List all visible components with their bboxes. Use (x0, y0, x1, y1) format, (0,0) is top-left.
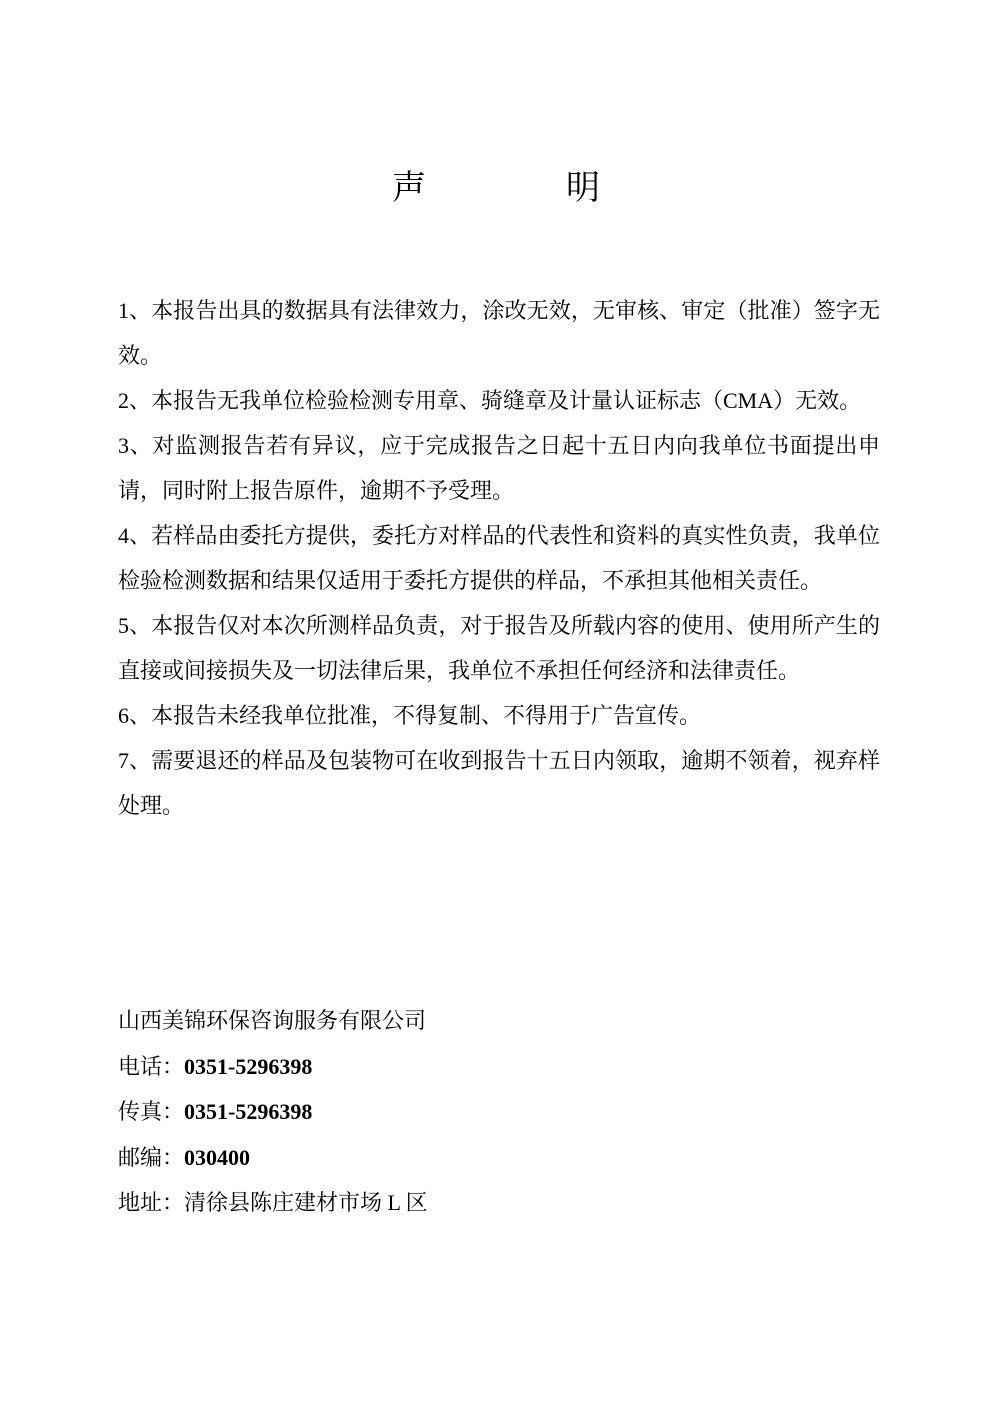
contact-block (118, 998, 428, 1226)
title-char-ming: 明 (566, 170, 600, 207)
statement-item-6: 6、本报告未经我单位批准，不得复制、不得用于广告宣传。 (118, 703, 702, 728)
postal-code-label: 邮编： (118, 1144, 185, 1170)
postal-code-value: 030400 (184, 1144, 251, 1170)
statement-list (118, 288, 880, 828)
statement-item-5: 5、本报告仅对本次所测样品负责，对于报告及所载内容的使用、使用所产生的直接或间接损失及一切法律后果，我单位不承担任何经济和法律责任。 (118, 613, 880, 683)
title-char-sheng: 声 (392, 170, 426, 207)
company-name-text: 山西美锦环保咨询服务有限公司 (118, 1008, 427, 1033)
address-label: 地址： (118, 1190, 185, 1215)
fax-label: 传真： (118, 1099, 185, 1124)
statement-item-2: 2、本报告无我单位检验检测专用章、骑缝章及计量认证标志（CMA）无效。 (118, 388, 862, 413)
statement-item-7: 7、需要退还的样品及包装物可在收到报告十五日内领取，逾期不领着，视弃样处理。 (118, 748, 880, 818)
contact-postal-row (118, 1135, 428, 1181)
statement-item-3: 3、对监测报告若有异议，应于完成报告之日起十五日内向我单位书面提出申请，同时附上报告原件，逾期不予受理。 (118, 433, 880, 503)
company-name (118, 998, 428, 1044)
fax-value: 0351-5296398 (184, 1099, 313, 1124)
statement-item-1: 1、本报告出具的数据具有法律效力，涂改无效，无审核、审定（批准）签字无效。 (118, 298, 880, 368)
phone-label: 电话： (118, 1053, 185, 1079)
address-value: 清徐县陈庄建材市场 L 区 (184, 1190, 428, 1215)
phone-value: 0351-5296398 (184, 1053, 313, 1079)
contact-address-row (118, 1180, 428, 1226)
contact-fax-row (118, 1089, 428, 1135)
contact-phone-row (118, 1044, 428, 1090)
statement-item-4: 4、若样品由委托方提供，委托方对样品的代表性和资料的真实性负责，我单位检验检测数据和结果仅适用于委托方提供的样品，不承担其他相关责任。 (118, 523, 880, 593)
page-title (0, 160, 992, 209)
